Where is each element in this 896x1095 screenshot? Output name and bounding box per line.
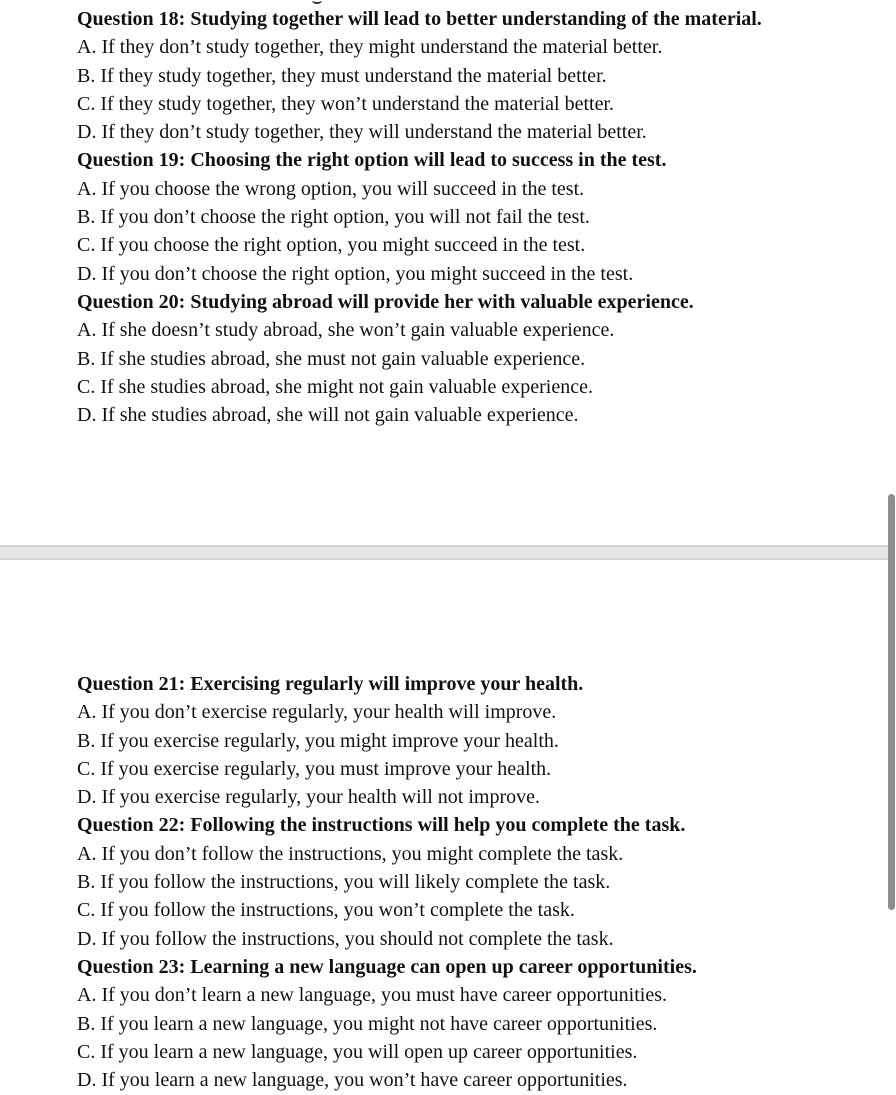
question-19-stem: Question 19: Choosing the right option will lead to success in the test. (77, 149, 667, 172)
question-23-option-c: C. If you learn a new language, you will open up career opportunities. (77, 1040, 638, 1063)
question-21-option-c: C. If you exercise regularly, you must improve your health. (77, 757, 552, 780)
question-20-option-c: C. If she studies abroad, she might not gain valuable experience. (77, 375, 593, 398)
question-21-option-d: D. If you exercise regularly, your health will not improve. (77, 786, 541, 809)
question-22-option-a: A. If you don’t follow the instructions, you might complete the task. (77, 842, 624, 865)
question-18-option-b: B. If they study together, they must understand the material better. (77, 64, 607, 87)
question-18-option-a: A. If they don’t study together, they might understand the material better. (77, 36, 663, 59)
question-22-option-d: D. If you follow the instructions, you should not complete the task. (77, 927, 614, 950)
question-block-18 (77, 5, 877, 429)
question-22-option-c: C. If you follow the instructions, you won’t complete the task. (77, 899, 575, 922)
question-19-option-a: A. If you choose the wrong option, you will succeed in the test. (77, 177, 585, 200)
question-19-option-b: B. If you don’t choose the right option, you will not fail the test. (77, 206, 590, 229)
question-19-option-c: C. If you choose the right option, you might succeed in the test. (77, 234, 586, 257)
document-page-1 (0, 0, 888, 545)
question-19-option-d: D. If you don’t choose the right option, you might succeed in the test. (77, 262, 634, 285)
question-18-option-c: C. If they study together, they won’t understand the material better. (77, 92, 615, 115)
question-20-option-a: A. If she doesn’t study abroad, she won’t gain valuable experience. (77, 319, 615, 342)
question-23-option-b: B. If you learn a new language, you might not have career opportunities. (77, 1012, 658, 1035)
question-21-option-b: B. If you exercise regularly, you might improve your health. (77, 729, 559, 752)
question-20-option-d: D. If she studies abroad, she will not gain valuable experience. (77, 404, 579, 427)
vertical-scrollbar-thumb[interactable] (888, 494, 895, 910)
question-block-21 (77, 670, 877, 1094)
question-22-stem: Question 22: Following the instructions will help you complete the task. (77, 814, 686, 837)
question-21-stem: Question 21: Exercising regularly will improve your health. (77, 673, 584, 695)
previous-line-remnant (312, 0, 322, 4)
question-20-stem: Question 20: Studying abroad will provide her with valuable experience. (77, 290, 694, 313)
page-separator (0, 545, 888, 560)
question-18-option-d: D. If they don’t study together, they will understand the material better. (77, 121, 647, 144)
question-22-option-b: B. If you follow the instructions, you will likely complete the task. (77, 871, 611, 894)
document-page-2 (0, 560, 888, 1095)
question-23-option-d: D. If you learn a new language, you won’t have career opportunities. (77, 1069, 628, 1092)
question-23-option-a: A. If you don’t learn a new language, you must have career opportunities. (77, 984, 667, 1007)
question-20-option-b: B. If she studies abroad, she must not gain valuable experience. (77, 347, 586, 370)
question-23-stem: Question 23: Learning a new language can open up career opportunities. (77, 955, 697, 978)
question-21-option-a: A. If you don’t exercise regularly, your health will improve. (77, 701, 557, 724)
question-18-stem: Question 18: Studying together will lead to better understanding of the material. (77, 8, 762, 30)
